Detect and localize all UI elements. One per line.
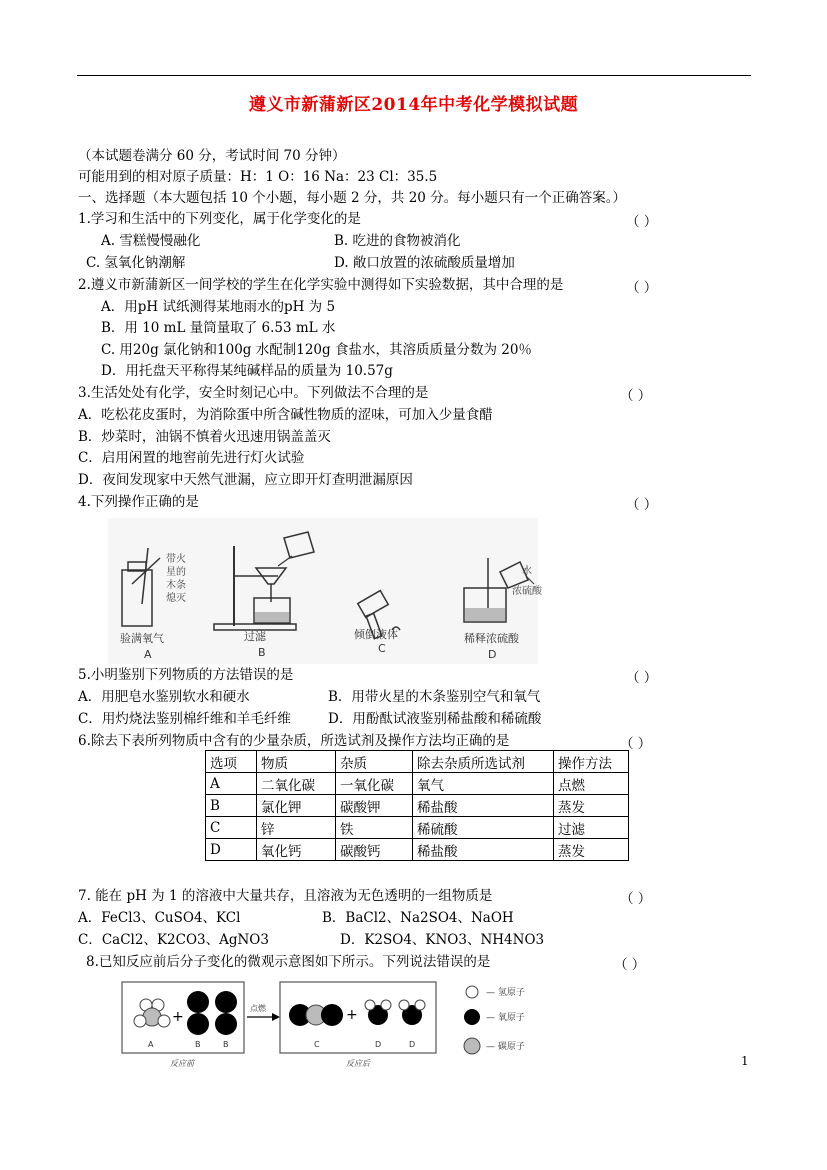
q1-option-a: A. 雪糕慢慢融化 xyxy=(101,233,201,249)
molecule-d1 xyxy=(365,1000,391,1025)
label-d2: D xyxy=(409,1040,416,1049)
table-cell: 铁 xyxy=(336,817,413,839)
page-number: 1 xyxy=(741,1054,749,1068)
q3-option-c: C．启用闲置的地窖前先进行灯火试验 xyxy=(78,450,305,466)
label-d1: D xyxy=(375,1040,382,1049)
fig-a-tag-3: 木条 xyxy=(166,580,186,591)
before-label: 反应前 xyxy=(170,1059,194,1068)
fig-c-letter: C xyxy=(378,642,386,655)
q1-option-b: B. 吃进的食物被消化 xyxy=(334,233,461,249)
table-row xyxy=(206,773,629,795)
plus-sign: + xyxy=(346,1007,358,1023)
fig-a-tag-4: 熄灭 xyxy=(166,593,186,604)
table-cell: 稀盐酸 xyxy=(413,795,554,817)
table-cell: 氧气 xyxy=(413,773,554,795)
label-b1: B xyxy=(195,1040,201,1049)
answer-blank-8: （ ） xyxy=(614,957,646,973)
legend-hydrogen: — 氢原子 xyxy=(486,988,525,998)
table-cell: 氧化钙 xyxy=(257,839,336,861)
molecule-b1 xyxy=(187,991,209,1035)
question-5: 5.小明鉴别下列物质的方法错误的是 xyxy=(78,667,294,683)
table-cell: A xyxy=(206,773,257,795)
top-rule xyxy=(77,75,751,76)
q7-option-d: D．K2SO4、KNO3、NH4NO3 xyxy=(340,932,545,948)
lab-operations-figure xyxy=(108,518,542,664)
table-cell: D xyxy=(206,839,257,861)
q5-option-d: D．用酚酞试液鉴别稀盐酸和稀硫酸 xyxy=(328,711,542,727)
answer-blank-7: （ ） xyxy=(620,891,652,907)
table-header-cell: 选项 xyxy=(206,751,257,773)
q5-option-c: C．用灼烧法鉴别棉纤维和羊毛纤维 xyxy=(78,711,291,727)
question-8: 8.已知反应前后分子变化的微观示意图如下所示。下列说法错误的是 xyxy=(86,954,491,970)
legend xyxy=(464,986,525,1054)
arrow-head-icon xyxy=(272,1013,280,1021)
q1-option-d: D. 敞口放置的浓硫酸质量增加 xyxy=(334,255,515,271)
question-2: 2.遵义市新蒲新区一间学校的学生在化学实验中测得如下实验数据，其中合理的是 xyxy=(78,277,564,293)
question-3: 3.生活处处有化学，安全时刻记心中。下列做法不合理的是 xyxy=(78,385,429,401)
fig-d-acid-label: 浓硫酸 xyxy=(512,586,542,597)
q1-option-c: C. 氢氧化钠潮解 xyxy=(86,255,186,271)
table-row xyxy=(206,795,629,817)
q2-option-c: C. 用20g 氯化钠和100g 水配制120g 食盐水，其溶质质量分数为 20％ xyxy=(101,342,532,358)
label-b2: B xyxy=(223,1040,229,1049)
answer-blank-3: （ ） xyxy=(620,388,652,404)
fig-a-tag-2: 星的 xyxy=(166,567,186,578)
table-cell: 碳酸钙 xyxy=(336,839,413,861)
plus-sign: + xyxy=(172,1009,184,1025)
fig-b-letter: B xyxy=(258,646,266,659)
table-cell: 稀盐酸 xyxy=(413,839,554,861)
table-row xyxy=(206,839,629,861)
molecule-b2 xyxy=(215,991,237,1035)
fig-d-letter: D xyxy=(488,648,497,661)
question-4: 4.下列操作正确的是 xyxy=(78,494,199,510)
table-cell: 碳酸钾 xyxy=(336,795,413,817)
table-header-cell: 杂质 xyxy=(336,751,413,773)
table-header-cell: 物质 xyxy=(257,751,336,773)
answer-blank-1: （ ） xyxy=(626,214,658,230)
oxygen-atom-icon xyxy=(464,1009,480,1025)
after-label: 反应后 xyxy=(346,1059,370,1068)
fig-a-caption: 验满氧气 xyxy=(120,632,164,645)
q5-option-a: A．用肥皂水鉴别软水和硬水 xyxy=(78,689,250,705)
exam-info: （本试题卷满分 60 分，考试时间 70 分钟） xyxy=(78,148,346,164)
answer-blank-6: （ ） xyxy=(620,736,652,752)
hydrogen-atom-icon xyxy=(466,986,478,998)
question-7: 7. 能在 pH 为 1 的溶液中大量共存，且溶液为无色透明的一组物质是 xyxy=(78,888,493,904)
q7-option-a: A．FeCl3、CuSO4、KCl xyxy=(78,910,241,926)
carbon-atom-icon xyxy=(464,1038,480,1054)
exam-title: 遵义市新蒲新区2014年中考化学模拟试题 xyxy=(248,95,579,115)
table-cell: 二氧化碳 xyxy=(257,773,336,795)
legend-oxygen: — 氧原子 xyxy=(486,1013,525,1023)
q3-option-d: D．夜间发现家中天然气泄漏，应立即开灯查明泄漏原因 xyxy=(78,472,413,488)
table-cell: 蒸发 xyxy=(554,839,629,861)
table-cell: 锌 xyxy=(257,817,336,839)
question-1: 1.学习和生活中的下列变化，属于化学变化的是 xyxy=(78,211,361,227)
table-cell: 一氧化碳 xyxy=(336,773,413,795)
table-row xyxy=(206,817,629,839)
q5-option-b: B．用带火星的木条鉴别空气和氧气 xyxy=(328,689,541,705)
reaction-diagram xyxy=(120,975,570,1070)
question-6: 6.除去下表所列物质中含有的少量杂质，所选试剂及操作方法均正确的是 xyxy=(78,733,510,749)
answer-blank-2: （ ） xyxy=(626,280,658,296)
fig-a-letter: A xyxy=(144,648,152,661)
table-cell: 氯化钾 xyxy=(257,795,336,817)
q2-option-b: B．用 10 mL 量筒量取了 6.53 mL 水 xyxy=(101,320,336,336)
fig-c-caption: 倾倒液体 xyxy=(354,628,398,641)
table-cell: 稀硫酸 xyxy=(413,817,554,839)
fig-a-tag-1: 带火 xyxy=(166,554,186,565)
table-cell: C xyxy=(206,817,257,839)
label-a: A xyxy=(148,1040,154,1049)
q3-option-a: A．吃松花皮蛋时，为消除蛋中所含碱性物质的涩味，可加入少量食醋 xyxy=(78,407,493,423)
q2-option-d: D．用托盘天平称得某纯碱样品的质量为 10.57g xyxy=(101,363,393,379)
q3-option-b: B．炒菜时，油锅不慎着火迅速用锅盖盖灭 xyxy=(78,429,331,445)
section-heading: 一、选择题（本大题包括 10 个小题，每小题 2 分，共 20 分。每小题只有一个正确答案。） xyxy=(78,190,626,206)
q7-option-b: B．BaCl2、Na2SO4、NaOH xyxy=(322,910,514,926)
arrow-label: 点燃 xyxy=(250,1004,266,1013)
molecule-d2 xyxy=(399,1000,425,1025)
molecule-a xyxy=(134,999,170,1027)
answer-blank-5: （ ） xyxy=(626,670,658,686)
table-cell: 蒸发 xyxy=(554,795,629,817)
table-cell: 点燃 xyxy=(554,773,629,795)
q2-option-a: A．用pH 试纸测得某地雨水的pH 为 5 xyxy=(101,299,336,315)
atomic-masses: 可能用到的相对原子质量：H：1 O：16 Na：23 Cl：35.5 xyxy=(78,169,438,185)
molecule-c xyxy=(289,1004,343,1026)
table-cell: B xyxy=(206,795,257,817)
table-header-cell: 除去杂质所选试剂 xyxy=(413,751,554,773)
table-header-row xyxy=(206,751,629,773)
impurity-table xyxy=(205,750,629,861)
fig-d-water-label: 水 xyxy=(522,566,532,577)
answer-blank-4: （ ） xyxy=(626,497,658,513)
table-cell: 过滤 xyxy=(554,817,629,839)
legend-carbon: — 碳原子 xyxy=(486,1042,525,1052)
table-header-cell: 操作方法 xyxy=(554,751,629,773)
fig-b-caption: 过滤 xyxy=(244,630,266,643)
label-c: C xyxy=(314,1040,320,1049)
q7-option-c: C．CaCl2、K2CO3、AgNO3 xyxy=(78,932,269,948)
fig-d-caption: 稀释浓硫酸 xyxy=(464,632,519,645)
